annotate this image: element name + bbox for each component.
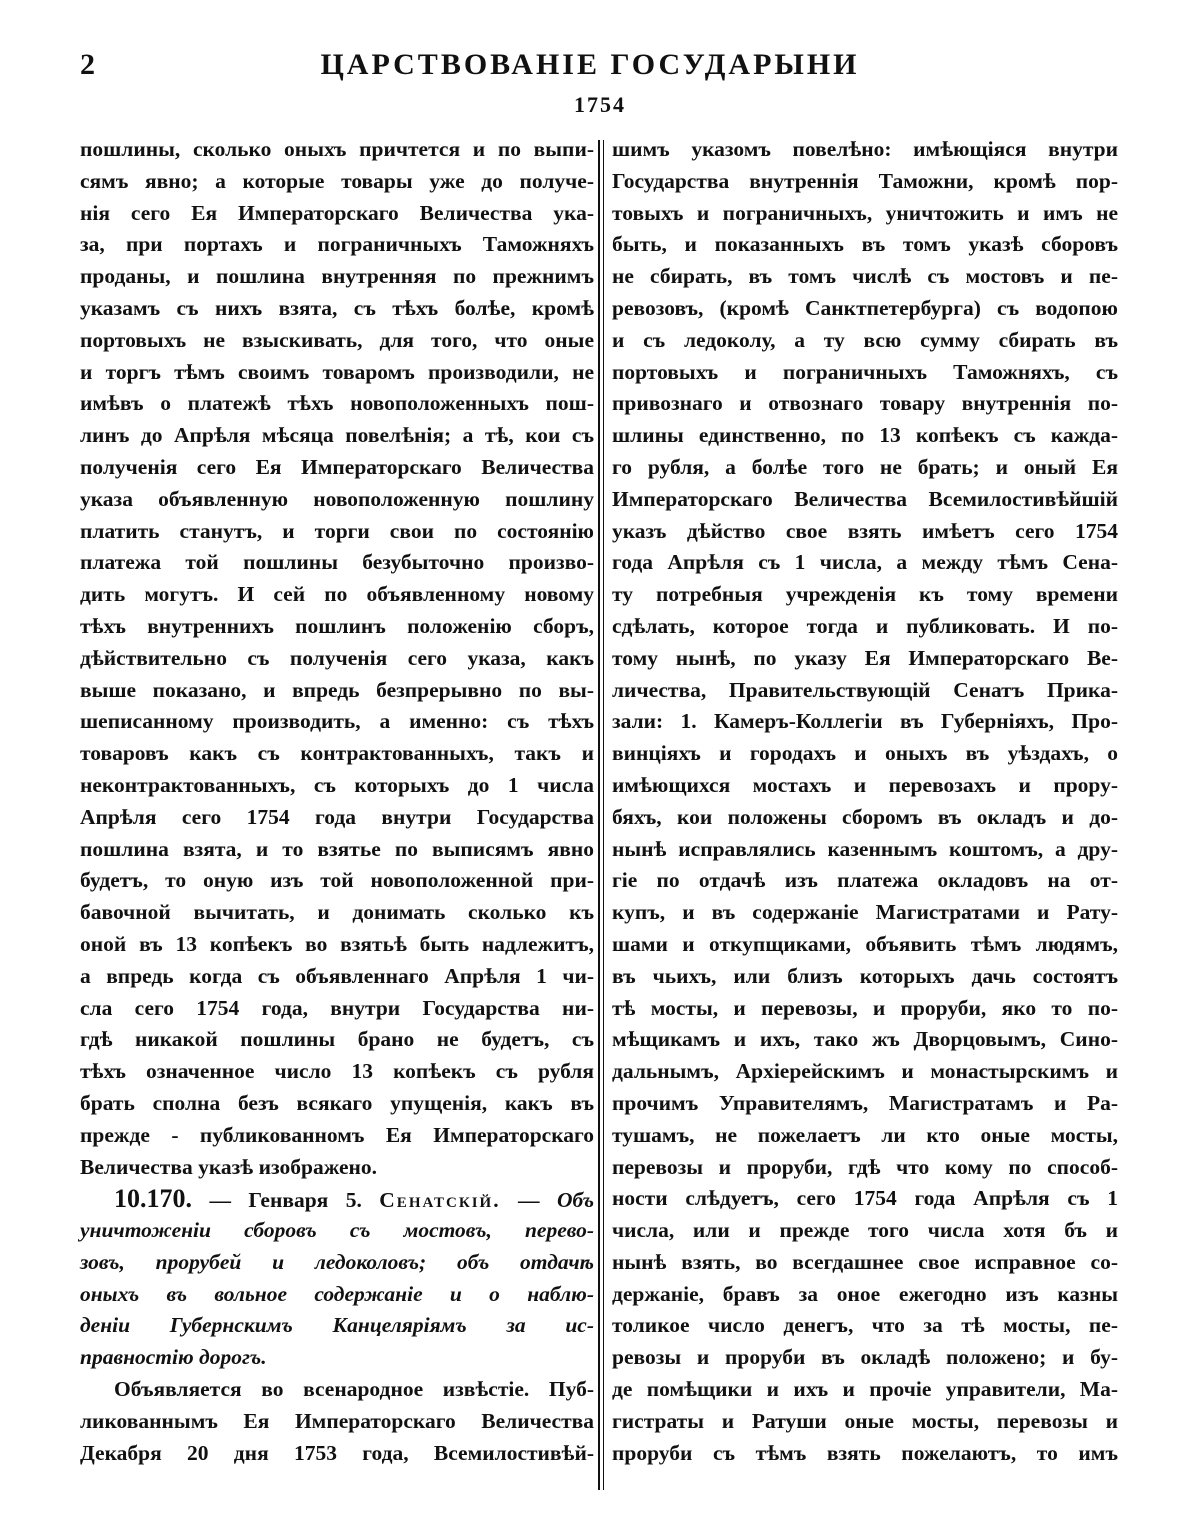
entry-dash: — <box>518 1188 540 1213</box>
entry-date: — Генваря 5. <box>209 1188 362 1213</box>
text-line: пошлина взята, и то взятье по выписямъ явно <box>80 836 594 861</box>
text-line: гіе по отдачѣ изъ платежа окладовъ на от- <box>612 868 1118 893</box>
text-line: платить станутъ, и торги свои по состоянію <box>80 518 594 543</box>
text-line: будетъ, то оную изъ той новоположенной при- <box>80 868 594 893</box>
text-line: ту потребныя учрежденія къ тому времени <box>612 582 1118 607</box>
entry-title-line: зовъ, прорубей и ледоколовъ; объ отдачѣ <box>80 1249 594 1274</box>
text-line: де помѣщики и ихъ и прочіе управители, Ма- <box>612 1377 1118 1402</box>
text-line: ности слѣдуетъ, сего 1754 года Апрѣля съ 1 <box>612 1186 1118 1211</box>
entry-body-line: ликованнымъ Ея Императорскаго Величества <box>80 1408 594 1433</box>
text-line: дѣйствительно съ полученія сего указа, какъ <box>80 645 594 670</box>
text-line: тушамъ, не пожелаетъ ли кто оные мосты, <box>612 1122 1118 1147</box>
text-line: Государства внутреннія Таможни, кромѣ пор- <box>612 168 1118 193</box>
entry-body-line: Объявляется во всенародное извѣстіе. Пуб- <box>114 1377 594 1402</box>
entry-title-line: уничтоженіи сборовъ съ мостовъ, перево- <box>80 1218 594 1243</box>
text-line: дить могутъ. И сей по объявленному новому <box>80 582 594 607</box>
text-line: мѣщикамъ и ихъ, тако жъ Дворцовымъ, Сино- <box>612 1027 1118 1052</box>
text-line: указъ дѣйство свое взять имѣетъ сего 1754 <box>612 518 1118 543</box>
text-line: за, при портахъ и пограничныхъ Таможняхъ <box>80 232 594 257</box>
text-line: имѣвъ о платежѣ тѣхъ новоположенныхъ пош- <box>80 391 594 416</box>
column-divider <box>598 140 600 1490</box>
running-year: 1754 <box>574 92 626 117</box>
text-line: и торгъ тѣмъ своимъ товаромъ производили, не <box>80 359 594 384</box>
text-line: шимъ указомъ повелѣно: имѣющіяся внутри <box>612 137 1118 161</box>
text-line: винціяхъ и городахъ и оныхъ въ уѣздахъ, о <box>612 741 1118 766</box>
text-line: купъ, и въ содержаніе Магистратами и Рату- <box>612 900 1118 925</box>
text-line: сдѣлать, которое тогда и публиковать. И по- <box>612 613 1118 638</box>
text-line: сла сего 1754 года, внутри Государства ни- <box>80 995 594 1020</box>
entry-title-start: Объ <box>556 1188 595 1213</box>
text-line: Императорскаго Величества Всемилостивѣйшій <box>612 486 1118 511</box>
text-line: портовыхъ и пограничныхъ Таможняхъ, съ <box>612 359 1118 384</box>
text-line: тому нынѣ, по указу Ея Императорскаго Ве- <box>612 645 1118 670</box>
running-title: ЦАРСТВОВАНІЕ ГОСУДАРЫНИ <box>320 48 860 81</box>
text-line: и съ ледоколу, а ту всю сумму сбирать въ <box>612 327 1118 352</box>
text-line: линъ до Апрѣля мѣсяца повелѣнія; а тѣ, кои съ <box>80 423 594 448</box>
text-line: указамъ съ нихъ взята, съ тѣхъ болѣе, кромѣ <box>80 295 594 320</box>
text-line: нія сего Ея Императорскаго Величества ука- <box>80 200 594 225</box>
text-line: полученія сего Ея Императорскаго Величества <box>80 454 594 479</box>
text-line: гистраты и Ратуши оные мосты, перевозы и <box>612 1408 1118 1433</box>
text-line: перевозы и проруби, гдѣ что кому по способ- <box>612 1154 1118 1179</box>
text-line: оной въ 13 копѣекъ во взятьѣ быть надлежитъ, <box>80 931 594 956</box>
text-line: зали: 1. Камеръ-Коллегіи въ Губерніяхъ, Про- <box>612 709 1118 734</box>
text-line: гдѣ никакой пошлины брано не будетъ, съ <box>80 1027 594 1052</box>
text-line: привознаго и отвознаго товару внутреннія по- <box>612 391 1118 416</box>
text-line: держаніе, бравъ за оное ежегодно изъ казны <box>612 1281 1118 1306</box>
entry-type: Сенатскій. <box>379 1188 501 1213</box>
text-line: товыхъ и пограничныхъ, уничтожить и имъ не <box>612 200 1118 225</box>
text-line: прочимъ Управителямъ, Магистратамъ и Ра- <box>612 1090 1118 1115</box>
text-line: числа, или и прежде того числа хотя бъ и <box>612 1218 1118 1243</box>
text-line: года Апрѣля съ 1 числа, а между тѣмъ Сена- <box>612 550 1118 575</box>
column-divider-thin <box>603 140 604 1490</box>
text-line: указа объявленную новоположенную пошлину <box>80 486 594 511</box>
text-line: а впредь когда съ объявленнаго Апрѣля 1 чи- <box>80 963 594 988</box>
text-line: портовыхъ не взыскивать, для того, что оные <box>80 327 594 352</box>
text-line: нынѣ взять, во всегдашнее свое исправное со- <box>612 1249 1118 1274</box>
text-line: Апрѣля сего 1754 года внутри Государства <box>80 804 594 829</box>
entry-body-line: Декабря 20 дня 1753 года, Всемилостивѣй- <box>80 1440 594 1465</box>
text-line: личества, Правительствующій Сенатъ Прика- <box>612 677 1118 702</box>
left-column <box>80 134 594 1469</box>
text-line: нынѣ исправлялись казеннымъ коштомъ, а дру- <box>612 836 1118 861</box>
text-line: брать сполна безъ всякаго упущенія, какъ въ <box>80 1090 594 1115</box>
text-line: въ чьихъ, или близъ которыхъ дачь состоятъ <box>612 963 1118 988</box>
text-line: неконтрактованныхъ, съ которыхъ до 1 числа <box>80 772 594 797</box>
text-line: выше показано, и впредь безпрерывно по вы- <box>80 677 594 702</box>
text-line: проруби съ тѣмъ взять пожелаютъ, то имъ <box>612 1440 1118 1465</box>
right-column <box>612 134 1118 1469</box>
text-line: Величества указѣ изображено. <box>80 1154 378 1179</box>
entry-title-line: правностію дорогъ. <box>80 1345 267 1370</box>
entry-heading <box>80 1183 594 1215</box>
text-line: тѣхъ означенное число 13 копѣекъ съ рубля <box>80 1059 594 1084</box>
text-line: пошлины, сколько оныхъ причтется и по выпи- <box>80 137 594 161</box>
text-line: бавочной вычитать, и донимать сколько къ <box>80 900 594 925</box>
text-line: дальнымъ, Архіерейскимъ и монастырскимъ и <box>612 1059 1118 1084</box>
text-line: сямъ явно; а которые товары уже до получе- <box>80 168 594 193</box>
text-line: не сбирать, въ томъ числѣ съ мостовъ и пе- <box>612 264 1118 289</box>
text-line: тѣхъ внутреннихъ пошлинъ положенію сборъ, <box>80 613 594 638</box>
text-line: быть, и показанныхъ въ томъ указѣ сборовъ <box>612 232 1118 257</box>
text-line: шлины единственно, по 13 копѣекъ съ кажда- <box>612 423 1118 448</box>
text-line: прежде - публикованномъ Ея Императорскаго <box>80 1122 594 1147</box>
text-line: го рубля, а болѣе того не брать; и оный Ея <box>612 454 1118 479</box>
text-line: ревозы и проруби въ окладѣ положено; и бу- <box>612 1345 1118 1370</box>
text-line: проданы, и пошлина внутренняя по прежнимъ <box>80 264 594 289</box>
text-line: толикое число денегъ, что за тѣ мосты, пе- <box>612 1313 1118 1338</box>
text-line: бяхъ, кои положены сборомъ въ окладъ и до- <box>612 804 1118 829</box>
entry-title-line: деніи Губернскимъ Канцеляріямъ за ис- <box>80 1313 594 1338</box>
text-line: ревозовъ, (кромѣ Санктпетербурга) съ водопою <box>612 295 1118 320</box>
text-line: тѣ мосты, и перевозы, и проруби, яко то по- <box>612 995 1118 1020</box>
text-line: шами и откупщиками, объявить тѣмъ людямъ, <box>612 931 1118 956</box>
entry-title-line: оныхъ въ вольное содержаніе и о наблю- <box>80 1281 594 1306</box>
text-line: товаровъ какъ съ контрактованныхъ, такъ и <box>80 741 594 766</box>
text-line: платежа той пошлины безубыточно произво- <box>80 550 594 575</box>
page-number: 2 <box>80 48 95 81</box>
text-line: шеписанному производить, а именно: съ тѣхъ <box>80 709 594 734</box>
entry-number: 10.170. <box>114 1184 192 1214</box>
text-line: имѣющихся мостахъ и перевозахъ и прору- <box>612 772 1118 797</box>
